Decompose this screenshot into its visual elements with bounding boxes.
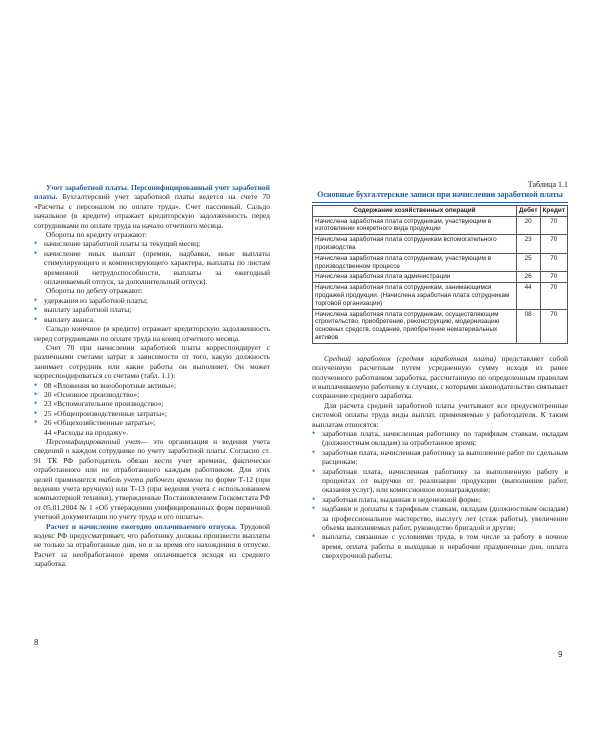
payment-item: • надбавки и доплаты к тарифным ставкам, окладам (должностным окладам) за профессиональное мастерство, выслугу лет (стаж работы), увеличение объема выполняемых работ, руководство бригадой и другие;	[312, 504, 568, 532]
page-number-left: 8	[34, 638, 39, 647]
page-number-right: 9	[558, 650, 563, 659]
table-cell-operation: Начислена заработная плата сотрудникам, участвующим в изготовлении конкретного вида продукции	[313, 216, 517, 235]
credit-item: • начисление иных выплат (премии, надбавки, иные выплаты стимулирующего и компенсирующего характера, выплаты по листам временной нетрудоспособности, выплаты за ежегодный оплачиваемый отпуск, за дополнительный отпуск).	[34, 249, 270, 287]
debit-item: • выплату заработной платы;	[34, 305, 270, 314]
debit-lead: Обороты по дебету отражают:	[46, 286, 143, 296]
table-header-cell: Содержание хозяйственных операций	[313, 205, 517, 216]
section-heading-payroll: Учет заработной платы. Персонифицированный учет заработной платы.	[34, 183, 270, 202]
left-column	[34, 183, 270, 569]
average-earnings-paragraph	[312, 354, 568, 401]
account-item: • 08 «Вложения во внеоборотные активы»;	[34, 381, 270, 390]
table-header-cell: Дебет	[516, 205, 540, 216]
account-item: • 23 «Вспомогательное производство»;	[34, 399, 270, 408]
section-paragraph-payroll	[34, 183, 270, 230]
account-item: • 25 «Общепроизводственные затраты»;	[34, 409, 270, 418]
tabel-term: табель учета рабочего времени	[98, 474, 203, 484]
calc-lead: Для расчета средней заработной платы учитывают все предусмотренные системой оплаты труда виды выплат, применяемые у работодателя. К таким выплатам относятся:	[312, 400, 568, 429]
final-balance-text: Сальдо конечное (в кредите) отражает кредиторскую задолженность перед сотрудниками по оплате труда на конец отчетного месяца.	[34, 324, 270, 343]
debit-item: • удержания из заработной платы;	[34, 296, 270, 305]
personified-paragraph	[34, 437, 270, 522]
table-row	[313, 235, 568, 254]
table-cell-debit: 23	[516, 235, 540, 254]
table-cell-credit: 70	[540, 253, 567, 272]
account-item: • 26 «Общехозяйственные затраты»;	[34, 418, 270, 427]
table-cell-debit: 08	[516, 309, 540, 343]
table-title: Основные бухгалтерские записи при начислении заработной платы	[317, 190, 563, 200]
table-cell-credit: 70	[540, 309, 567, 343]
debit-item: • выплату аванса.	[34, 315, 270, 324]
table-row	[313, 283, 568, 309]
credit-item: • начисление заработной платы за текущий месяц;	[34, 239, 270, 248]
payment-item: • заработная плата, выданная в неденежной форме;	[312, 495, 568, 504]
table-cell-operation: Начислена заработная плата сотрудникам, осуществляющим строительство, приобретение, реконструкцию, модернизацию основных средств, создание, приобретение нематериальных активов	[313, 309, 517, 343]
table-cell-debit: 20	[516, 216, 540, 235]
average-earnings-body: представляет собой полученную расчетным путем усредненную сумму исходя из ранее полученного работником заработка, рассчитанную по определенным правилам и выплачиваемую работнику в случаях, с которыми законодательство связывает сохранение среднего заработка.	[312, 353, 568, 401]
correspondence-text: Счет 70 при начислении заработной платы корреспондирует с различными счетами затрат в зависимости от того, какую должность занимает сотрудник или какие работы он выполняет. Он может корреспондироваться со счетами (табл. 1.1):	[34, 342, 270, 381]
table-cell-debit: 26	[516, 272, 540, 283]
vacation-paragraph	[34, 522, 270, 569]
personified-body: — это организация и ведения учета сведений о каждом сотруднике по учету заработной платы. Согласно ст. 91 ТК РФ работодатель обязан вести учет времени, фактически отработанного или не отработанного каждым работником. Для этих целей применяется	[34, 436, 270, 484]
table-row	[313, 253, 568, 272]
account-item: • 20 «Основное производство»;	[34, 390, 270, 399]
payment-item: • заработная плата, начисленная работнику по тарифным ставкам, окладам (должностным окладам) за отработанное время;	[312, 429, 568, 448]
tabel-body: по форме Т-12 (при ведении учета вручную) или Т-13 (при ведения учета с использованием компьютерной техники), утвержденные Постановлением Госкомстата РФ от 05.01.2004 № 1 «Об утверждении унифицированных форм первичной учетной документации по учету труда и его оплаты».	[34, 474, 271, 522]
intro-text: Бухгалтерский учет заработной платы ведется на счете 70 «Расчеты с персоналом по оплате труда». Счет пассивный. Сальдо начальное (в кредите) отражает кредиторскую задолженность перед сотрудниками по оплате труда на начало отчетного месяца.	[34, 192, 271, 230]
account-item: 44 «Расходы на продажу».	[44, 427, 128, 437]
table-cell-credit: 70	[540, 283, 567, 309]
table-cell-debit: 25	[516, 253, 540, 272]
vacation-body: Трудовой кодекс РФ предусматривает, что работнику должны произвести выплаты не только за отработанные дни, но и за время его нахождения в отпуске. Расчет за необработанное время оплачивается исходя из среднего заработка.	[34, 521, 270, 569]
section-heading-vacation: Расчет и начисление ежегодно оплачиваемого отпуска.	[46, 521, 238, 531]
table-row	[313, 309, 568, 343]
table-header-row	[313, 205, 568, 216]
accounting-entries-table	[312, 205, 568, 344]
table-header-cell: Кредит	[540, 205, 567, 216]
right-page	[300, 0, 600, 750]
right-column	[312, 180, 568, 561]
payment-item: • выплаты, связанные с условиями труда, в том числе за работу в ночное время, оплата работы в выходные и нерабочие праздничные дни, оплата сверхурочной работы.	[312, 532, 568, 560]
personified-term: Персонифицированный учет	[46, 436, 141, 446]
table-cell-credit: 70	[540, 235, 567, 254]
table-row	[313, 216, 568, 235]
table-row	[313, 272, 568, 283]
table-cell-operation: Начислена заработная плата сотрудникам, занимающимся продажей продукции. (Начислена заработная плата сотрудникам торговой организации)	[313, 283, 517, 309]
table-cell-operation: Начислена заработная плата сотрудникам вспомогательного производства	[313, 235, 517, 254]
table-cell-debit: 44	[516, 283, 540, 309]
table-cell-credit: 70	[540, 216, 567, 235]
table-caption: Таблица 1.1	[527, 180, 568, 189]
table-cell-credit: 70	[540, 272, 567, 283]
table-cell-operation: Начислена заработная плата администрации	[313, 272, 517, 283]
table-cell-operation: Начислена заработная плата сотрудникам, участвующим в производственном процессе	[313, 253, 517, 272]
payment-item: • заработная плата, начисленная работнику за выполнение работ по сдельным расценкам;	[312, 448, 568, 467]
average-earnings-term: Средний заработок (средняя заработная плата)	[324, 353, 496, 363]
payment-item: • заработная плата, начисленная работнику за выполненную работу в процентах от выручки от реализации продукции (выполнение работ, оказания услуг), или комиссионное вознаграждение;	[312, 467, 568, 495]
table-top-rule	[312, 202, 568, 203]
credit-lead: Обороты по кредиту отражают:	[46, 230, 147, 240]
